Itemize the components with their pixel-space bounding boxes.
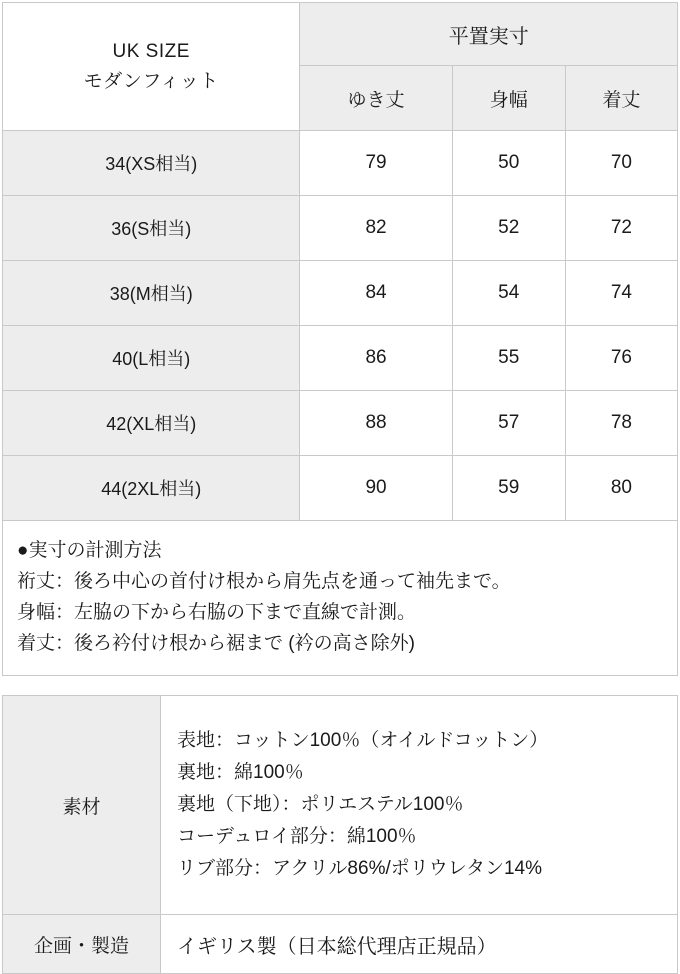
header-size-cell (3, 3, 300, 131)
size-spec-document (0, 2, 680, 974)
header-size-line2: モダンフィット (83, 70, 219, 92)
material-value (161, 696, 678, 915)
notes-heading: ●実寸の計測方法 (17, 540, 162, 561)
row-kitake-value: 78 (565, 391, 677, 456)
row-kitake-value: 80 (565, 456, 677, 521)
row-size-label: 42(XL相当) (3, 391, 300, 456)
table-row (3, 131, 678, 196)
measurement-notes (2, 520, 678, 676)
row-size-label: 34(XS相当) (3, 131, 300, 196)
row-yuki-value: 86 (300, 326, 452, 391)
table-row (3, 261, 678, 326)
header-measure-group: 平置実寸 (300, 3, 678, 66)
row-mihaba-value: 52 (452, 196, 565, 261)
header-col-mihaba: 身幅 (452, 66, 565, 131)
row-size-label: 40(L相当) (3, 326, 300, 391)
material-line-outer: 表地：コットン100％（オイルドコットン） (177, 730, 549, 751)
row-kitake-value: 74 (565, 261, 677, 326)
row-kitake-value: 72 (565, 196, 677, 261)
row-yuki-value: 84 (300, 261, 452, 326)
row-mihaba-value: 59 (452, 456, 565, 521)
material-line-rib: リブ部分：アクリル86%/ポリウレタン14% (177, 858, 543, 879)
material-line-underlining: 裏地（下地）：ポリエステル100％ (177, 794, 464, 815)
row-kitake-value: 70 (565, 131, 677, 196)
row-yuki-value: 82 (300, 196, 452, 261)
row-size-label: 44(2XL相当) (3, 456, 300, 521)
material-table (2, 695, 678, 974)
manufacture-label: 企画・製造 (3, 915, 161, 974)
table-header-row (3, 3, 678, 66)
material-line-lining: 裏地：綿100％ (177, 762, 304, 783)
notes-line-yukitake: 裄丈：後ろ中心の首付け根から肩先点を通って袖先まで。 (17, 571, 511, 592)
row-mihaba-value: 55 (452, 326, 565, 391)
header-size-line1: UK SIZE (112, 40, 190, 62)
row-mihaba-value: 50 (452, 131, 565, 196)
row-mihaba-value: 54 (452, 261, 565, 326)
row-size-label: 36(S相当) (3, 196, 300, 261)
table-row (3, 326, 678, 391)
header-col-kitake: 着丈 (565, 66, 677, 131)
row-mihaba-value: 57 (452, 391, 565, 456)
manufacture-value: イギリス製（日本総代理店正規品） (161, 915, 678, 974)
table-row (3, 196, 678, 261)
table-row (3, 391, 678, 456)
row-yuki-value: 90 (300, 456, 452, 521)
material-line-corduroy: コーデュロイ部分：綿100％ (177, 826, 417, 847)
row-size-label: 38(M相当) (3, 261, 300, 326)
header-col-yuki: ゆき丈 (300, 66, 452, 131)
notes-line-mihaba: 身幅：左脇の下から右脇の下まで直線で計測。 (17, 602, 417, 623)
notes-line-kitake: 着丈：後ろ衿付け根から裾まで (衿の高さ除外) (17, 633, 415, 654)
row-kitake-value: 76 (565, 326, 677, 391)
material-label: 素材 (3, 696, 161, 915)
manufacture-row (3, 915, 678, 974)
material-row (3, 696, 678, 915)
row-yuki-value: 79 (300, 131, 452, 196)
size-table (2, 2, 678, 521)
table-row (3, 456, 678, 521)
row-yuki-value: 88 (300, 391, 452, 456)
